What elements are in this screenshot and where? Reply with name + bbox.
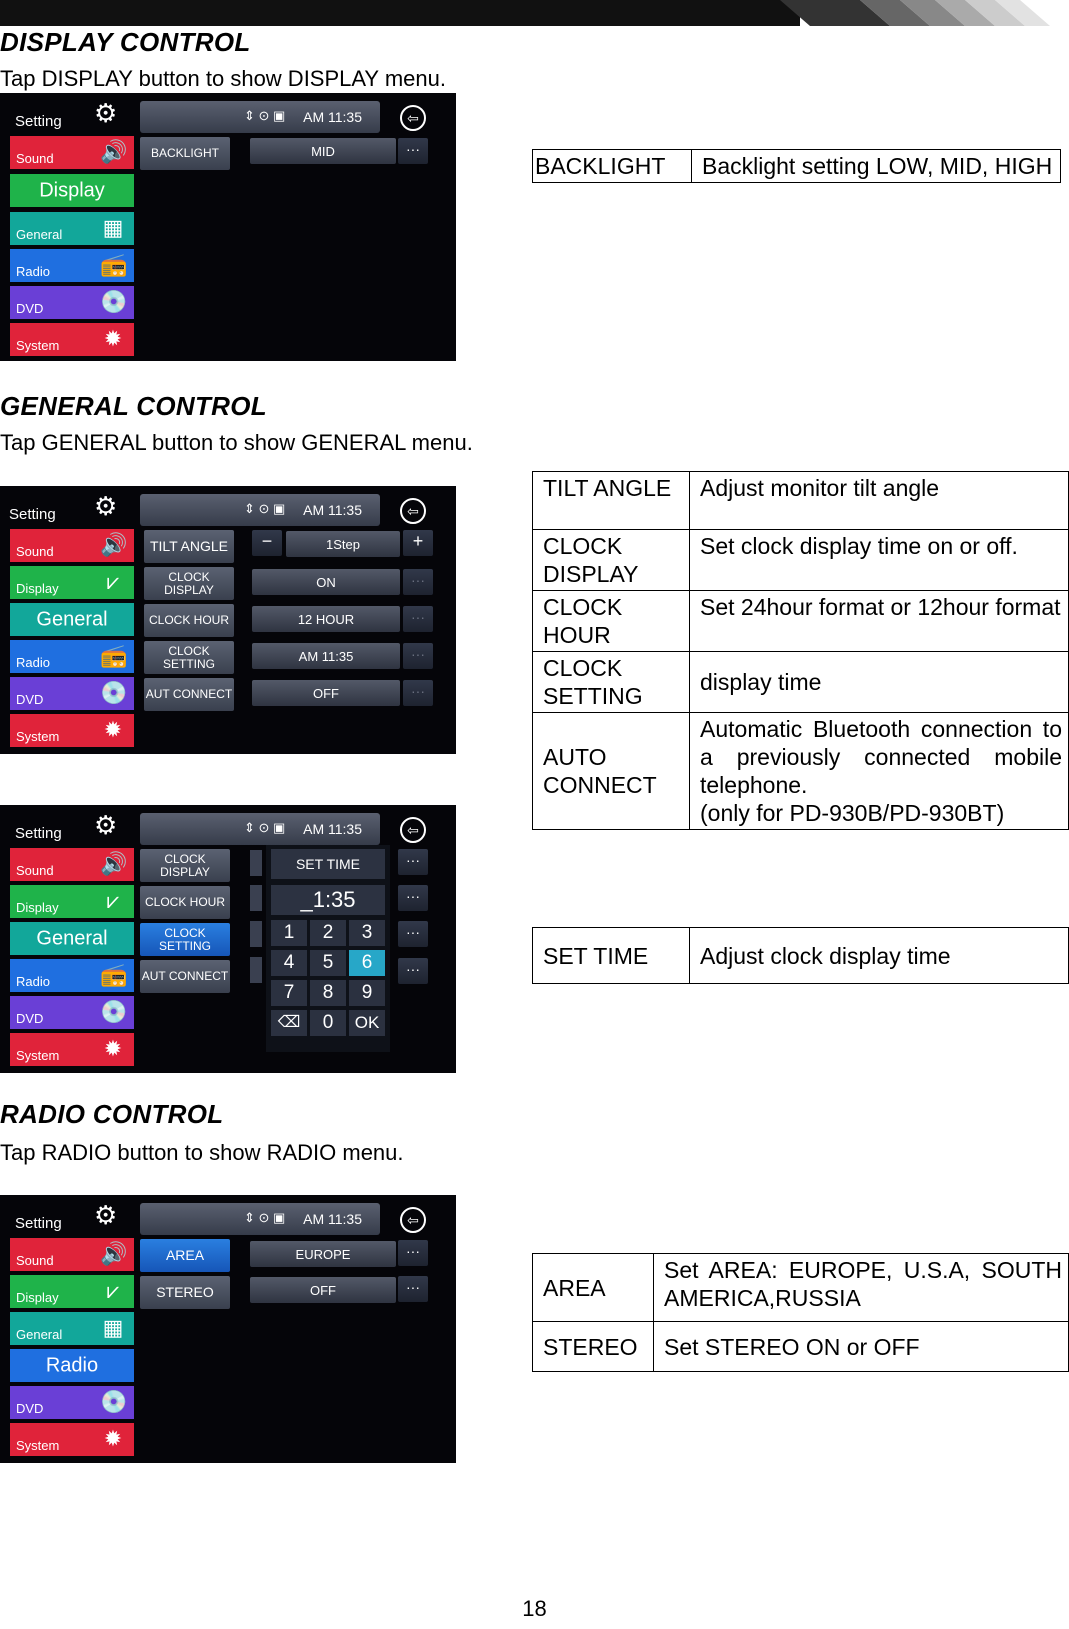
more-button[interactable]: ··· [398, 138, 428, 164]
status-bar: ⇕ ⊙ ▣ AM 11:35 [140, 101, 380, 133]
key-5[interactable]: 5 [310, 950, 346, 976]
cell-desc: Set STEREO ON or OFF [654, 1322, 1069, 1372]
more-button[interactable]: ··· [403, 680, 433, 706]
cell-name: BACKLIGHT [533, 150, 692, 183]
key-4[interactable]: 4 [271, 950, 307, 976]
speaker-icon: 🔊 [100, 851, 128, 876]
display-heading: DISPLAY CONTROL [0, 27, 251, 57]
sidebar-sound[interactable]: Sound 🔊 [10, 1238, 134, 1271]
clock-setting-button[interactable]: CLOCK SETTING [140, 923, 230, 956]
stereo-value: OFF [250, 1277, 396, 1303]
table-row [533, 928, 1069, 984]
status-bar: ⇕ ⊙ ▣ AM 11:35 [140, 1203, 380, 1235]
radio-table [532, 1253, 1069, 1372]
grid-icon: ▦ [102, 1315, 124, 1340]
more-button[interactable]: ··· [403, 643, 433, 669]
grid-icon: ▦ [102, 215, 124, 240]
backlight-button[interactable]: BACKLIGHT [140, 137, 230, 170]
display-menu-screenshot [0, 93, 456, 361]
key-9[interactable]: 9 [349, 980, 385, 1006]
display-intro: Tap DISPLAY button to show DISPLAY menu. [0, 66, 446, 91]
cell-desc: Set AREA: EUROPE, U.S.A, SOUTH AMERICA,RUSSIA [654, 1254, 1069, 1322]
status-icons: ⇕ ⊙ ▣ [244, 1210, 286, 1225]
cell-desc: display time [690, 652, 1069, 713]
aut-connect-button[interactable]: AUT CONNECT [144, 678, 234, 711]
clock-display-value: ON [252, 569, 400, 595]
key-2[interactable]: 2 [310, 920, 346, 946]
general-intro: Tap GENERAL button to show GENERAL menu. [0, 430, 473, 455]
table-row [533, 591, 1069, 652]
status-icons: ⇕ ⊙ ▣ [244, 820, 286, 835]
cell-desc: Backlight setting LOW, MID, HIGH [692, 150, 1061, 183]
cell-name: TILT ANGLE [533, 472, 690, 530]
sidebar-sound[interactable]: Sound 🔊 [10, 848, 134, 881]
cell-desc: Set clock display time on or off. [690, 530, 1069, 591]
back-icon[interactable]: ⇦ [400, 498, 426, 524]
status-icons: ⇕ ⊙ ▣ [244, 108, 286, 123]
table-row [533, 713, 1069, 830]
cog-icon: ✹ [103, 717, 123, 742]
sidebar-system[interactable]: System ✹ [10, 1423, 134, 1456]
cell-name: SET TIME [533, 928, 690, 984]
table-row [533, 652, 1069, 713]
key-0[interactable]: 0 [310, 1010, 346, 1036]
setting-label: Setting [15, 113, 62, 130]
cog-icon: ✹ [103, 326, 123, 351]
speaker-icon: 🔊 [100, 1241, 128, 1266]
sidebar-system[interactable]: System ✹ [10, 323, 134, 356]
cell-desc: Adjust monitor tilt angle [690, 472, 1069, 530]
display-icon: ⩗ [106, 888, 120, 913]
cog-icon: ✹ [103, 1036, 123, 1061]
auto-connect-desc: Automatic Bluetooth connection to a previously connected mobile telephone. [700, 716, 1062, 798]
sidebar-dvd[interactable]: DVD 💿 [10, 677, 134, 710]
time-entry-field[interactable]: _1:35 [271, 885, 385, 915]
radio-icon: 📻 [100, 252, 128, 277]
status-bar: ⇕ ⊙ ▣ AM 11:35 [140, 494, 380, 526]
disc-icon: 💿 [100, 999, 128, 1024]
sidebar-dvd[interactable]: DVD 💿 [10, 996, 134, 1029]
minus-button[interactable]: − [252, 530, 282, 556]
tilt-value: 1Step [286, 531, 400, 557]
speaker-icon: 🔊 [100, 532, 128, 557]
set-time-screenshot [0, 805, 456, 1073]
key-3[interactable]: 3 [349, 920, 385, 946]
table-row [533, 1322, 1069, 1372]
more-button[interactable]: ··· [398, 885, 428, 911]
gear-icon: ⚙ [94, 810, 118, 840]
side-slot [250, 957, 262, 983]
sidebar-radio[interactable]: Radio 📻 [10, 249, 134, 282]
sidebar-general[interactable]: General [10, 603, 134, 636]
speaker-icon: 🔊 [100, 139, 128, 164]
sidebar-general[interactable]: General [10, 922, 134, 955]
more-button[interactable]: ··· [398, 921, 428, 947]
clock-hour-value: 12 HOUR [252, 606, 400, 632]
cell-name: CLOCK SETTING [533, 652, 690, 713]
sidebar-display[interactable]: Display ⩗ [10, 885, 134, 918]
sidebar-dvd[interactable]: DVD 💿 [10, 1386, 134, 1419]
more-button[interactable]: ··· [398, 1276, 428, 1302]
gear-icon: ⚙ [94, 98, 118, 128]
table-row [533, 150, 1061, 183]
stereo-button[interactable]: STEREO [140, 1276, 230, 1309]
set-time-table [532, 927, 1069, 984]
disc-icon: 💿 [100, 680, 128, 705]
setting-label: Setting [15, 825, 62, 842]
set-time-title: SET TIME [271, 849, 385, 879]
display-icon: ⩗ [106, 569, 120, 594]
radio-intro: Tap RADIO button to show RADIO menu. [0, 1140, 404, 1165]
plus-button[interactable]: + [403, 530, 433, 556]
area-button[interactable]: AREA [140, 1239, 230, 1272]
more-button[interactable]: ··· [403, 569, 433, 595]
aut-connect-value: OFF [252, 680, 400, 706]
table-row [533, 530, 1069, 591]
radio-menu-screenshot [0, 1195, 456, 1463]
page-number: 18 [522, 1596, 547, 1621]
clock-display-button[interactable]: CLOCK DISPLAY [144, 567, 234, 600]
key-6[interactable]: 6 [349, 950, 385, 976]
cell-desc [690, 713, 1069, 830]
sidebar-sound[interactable]: Sound 🔊 [10, 136, 134, 169]
back-icon[interactable]: ⇦ [400, 1207, 426, 1233]
backlight-value: MID [250, 138, 396, 164]
radio-heading: RADIO CONTROL [0, 1099, 224, 1129]
cell-name: AUTO CONNECT [533, 713, 690, 830]
back-icon[interactable]: ⇦ [400, 817, 426, 843]
general-table [532, 471, 1069, 830]
cell-desc: Set 24hour format or 12hour format [690, 591, 1069, 652]
radio-icon: 📻 [100, 643, 128, 668]
backspace-key[interactable]: ⌫ [271, 1010, 307, 1036]
key-8[interactable]: 8 [310, 980, 346, 1006]
table-row [533, 472, 1069, 530]
side-slot [250, 921, 262, 947]
status-bar: ⇕ ⊙ ▣ AM 11:35 [140, 813, 380, 845]
sidebar-general[interactable]: General ▦ [10, 1312, 134, 1345]
ok-key[interactable]: OK [349, 1010, 385, 1036]
gear-icon: ⚙ [94, 491, 118, 521]
setting-label: Setting [15, 1215, 62, 1232]
cell-name: CLOCK HOUR [533, 591, 690, 652]
header-stripe-bar [0, 0, 1069, 26]
status-icons: ⇕ ⊙ ▣ [244, 501, 286, 516]
auto-connect-note: (only for PD-930B/PD-930BT) [700, 800, 1005, 826]
table-row [533, 1254, 1069, 1322]
disc-icon: 💿 [100, 1389, 128, 1414]
more-button[interactable]: ··· [403, 606, 433, 632]
clock-setting-button[interactable]: CLOCK SETTING [144, 641, 234, 674]
cell-name: STEREO [533, 1322, 654, 1372]
cell-desc: Adjust clock display time [690, 928, 1069, 984]
area-value: EUROPE [250, 1241, 396, 1267]
sidebar-system[interactable]: System ✹ [10, 714, 134, 747]
tilt-angle-button[interactable]: TILT ANGLE [144, 530, 234, 563]
radio-icon: 📻 [100, 962, 128, 987]
clock-display-button[interactable]: CLOCK DISPLAY [140, 849, 230, 882]
display-icon: ⩗ [106, 1278, 120, 1303]
sidebar-general[interactable]: General ▦ [10, 212, 134, 245]
sidebar-radio[interactable]: Radio 📻 [10, 959, 134, 992]
clock-setting-value: AM 11:35 [252, 643, 400, 669]
disc-icon: 💿 [100, 289, 128, 314]
sidebar-radio[interactable]: Radio [10, 1349, 134, 1382]
key-7[interactable]: 7 [271, 980, 307, 1006]
clock-hour-button[interactable]: CLOCK HOUR [140, 886, 230, 919]
more-button[interactable]: ··· [398, 958, 428, 984]
more-button[interactable]: ··· [398, 1240, 428, 1266]
sidebar-display[interactable]: Display ⩗ [10, 566, 134, 599]
set-time-dialog [266, 845, 390, 1052]
aut-connect-button[interactable]: AUT CONNECT [140, 960, 230, 993]
back-icon[interactable]: ⇦ [400, 105, 426, 131]
general-menu-screenshot [0, 486, 456, 754]
clock-hour-button[interactable]: CLOCK HOUR [144, 604, 234, 637]
sidebar-display[interactable]: Display ⩗ [10, 1275, 134, 1308]
display-table [532, 149, 1061, 183]
setting-label: Setting [9, 506, 56, 523]
gear-icon: ⚙ [94, 1200, 118, 1230]
key-1[interactable]: 1 [271, 920, 307, 946]
side-slot [250, 885, 262, 911]
sidebar-dvd[interactable]: DVD 💿 [10, 286, 134, 319]
cell-name: AREA [533, 1254, 654, 1322]
sidebar-display[interactable]: Display [10, 174, 134, 207]
sidebar-sound[interactable]: Sound 🔊 [10, 529, 134, 562]
more-button[interactable]: ··· [398, 849, 428, 875]
sidebar-radio[interactable]: Radio 📻 [10, 640, 134, 673]
general-heading: GENERAL CONTROL [0, 391, 267, 421]
side-slot [250, 850, 262, 876]
sidebar-system[interactable]: System ✹ [10, 1033, 134, 1066]
cell-name: CLOCK DISPLAY [533, 530, 690, 591]
cog-icon: ✹ [103, 1426, 123, 1451]
